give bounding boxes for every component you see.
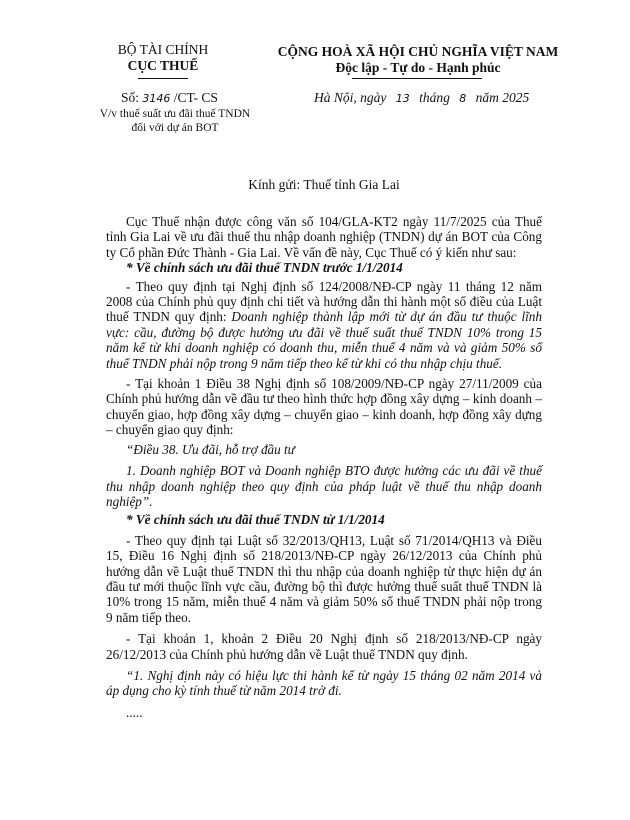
letter-body bbox=[106, 214, 542, 720]
ministry-name: BỘ TÀI CHÍNH bbox=[117, 42, 209, 57]
issue-date bbox=[314, 90, 529, 106]
paragraph-law-32: - Theo quy định tại Luật số 32/2013/QH13, Luật số 71/2014/QH13 và Điều 15, Điều 16 Nghị định số 218/2013/NĐ-CP ngày 26/12/2013 của Chính phủ hướng dẫn về Luật thuế TNDN thì thu nhập của doanh nghiệp từ thực hiện dự án đầu tư mới thuộc lĩnh vực cầu, đường bộ thì được hưởng thuế suất thuế TNDN là 10% trong 15 năm, miễn thuế 4 năm và giảm 50% số thuế TNDN phải nộp trong 9 năm tiếp theo. bbox=[106, 532, 542, 625]
decree-124-text: - Theo quy định tại Nghị định số 124/2008/NĐ-CP ngày 11 tháng 12 năm 2008 của Chính phủ quy định chi tiết và hướng dẫn thi hành một số điều của Luật thuế TNDN quy định: bbox=[106, 278, 542, 325]
department-name: CỤC THUẾ bbox=[127, 58, 199, 73]
decree-124-quote: Doanh nghiệp thành lập mới từ dự án đầu tư thuộc lĩnh vực: cầu, đường bộ được hưởng ưu đãi về thuế suất thuế TNDN 10% trong 15 năm kể từ khi doanh nghiệp có doanh thu, miễn thuế 4 năm và và giảm 50% số thuế TNDN phải nộp trong 9 năm tiếp theo kể từ khi có thu nhập chịu thuế. bbox=[106, 309, 542, 371]
paragraph-decree-124 bbox=[106, 279, 542, 371]
nation-title: CỘNG HOÀ XÃ HỘI CHỦ NGHĨA VIỆT NAM bbox=[277, 44, 559, 59]
date-place: Hà Nội, ngày bbox=[314, 90, 387, 105]
number-handwritten: 3146 bbox=[142, 92, 171, 105]
date-year: năm 2025 bbox=[475, 90, 530, 105]
number-suffix: /CT- CS bbox=[173, 90, 218, 105]
issuer-block bbox=[88, 42, 238, 74]
article-38-title: “Điều 38. Ưu đãi, hỗ trợ đầu tư bbox=[126, 441, 295, 457]
date-month-label: tháng bbox=[419, 90, 450, 105]
section-heading-from-2014: * Về chính sách ưu đãi thuế TNDN từ 1/1/2014 bbox=[126, 512, 385, 528]
ellipsis: ..... bbox=[126, 704, 143, 720]
number-prefix: Số: bbox=[121, 90, 140, 105]
subject-line-2: đối với dự án BOT bbox=[131, 122, 219, 134]
issuer-underline bbox=[138, 78, 188, 79]
document-number bbox=[121, 90, 218, 106]
intro-paragraph: Cục Thuế nhận được công văn số 104/GLA-KT2 ngày 11/7/2025 của Thuế tỉnh Gia Lai về ưu đãi thuế thu nhập doanh nghiệp (TNDN) dự án BOT của Công ty Cổ phần Đức Thành - Gia Lai. Về vấn đề này, Cục Thuế có ý kiến như sau: bbox=[106, 214, 542, 260]
date-month: 8 bbox=[459, 92, 467, 105]
paragraph-decree-218: - Tại khoản 1, khoản 2 Điều 20 Nghị định số 218/2013/NĐ-CP ngày 26/12/2013 của Chính phủ hướng dẫn về Luật thuế TNDN quy định. bbox=[106, 631, 542, 662]
recipient-line: Kính gửi: Thuế tỉnh Gia Lai bbox=[248, 177, 400, 192]
national-motto: Độc lập - Tự do - Hạnh phúc bbox=[335, 60, 501, 75]
section-heading-before-2014: * Về chính sách ưu đãi thuế TNDN trước 1/1/2014 bbox=[126, 260, 403, 276]
national-header bbox=[272, 44, 564, 76]
paragraph-decree-108: - Tại khoản 1 Điều 38 Nghị định số 108/2009/NĐ-CP ngày 27/11/2009 của Chính phủ hướng dẫn về đầu tư theo hình thức hợp đồng xây dựng – kinh doanh – chuyển giao, hợp đồng xây dựng – chuyển giao – kinh doanh, hợp đồng xây dựng – chuyển giao quy định: bbox=[106, 376, 542, 438]
date-day: 13 bbox=[395, 92, 410, 105]
motto-underline bbox=[352, 78, 482, 79]
subject-line-1: V/v thuế suất ưu đãi thuế TNDN bbox=[99, 108, 251, 120]
decree-218-clause-1: “1. Nghị định này có hiệu lực thi hành kể từ ngày 15 tháng 02 năm 2014 và áp dụng cho kỳ tính thuế từ năm 2014 trở đi. bbox=[106, 667, 542, 699]
article-38-clause-1: 1. Doanh nghiệp BOT và Doanh nghiệp BTO được hưởng các ưu đãi về thuế thu nhập doanh nghiệp theo quy định của pháp luật về thuế thu nhập doanh nghiệp”. bbox=[106, 463, 542, 509]
subject-block bbox=[80, 107, 270, 135]
